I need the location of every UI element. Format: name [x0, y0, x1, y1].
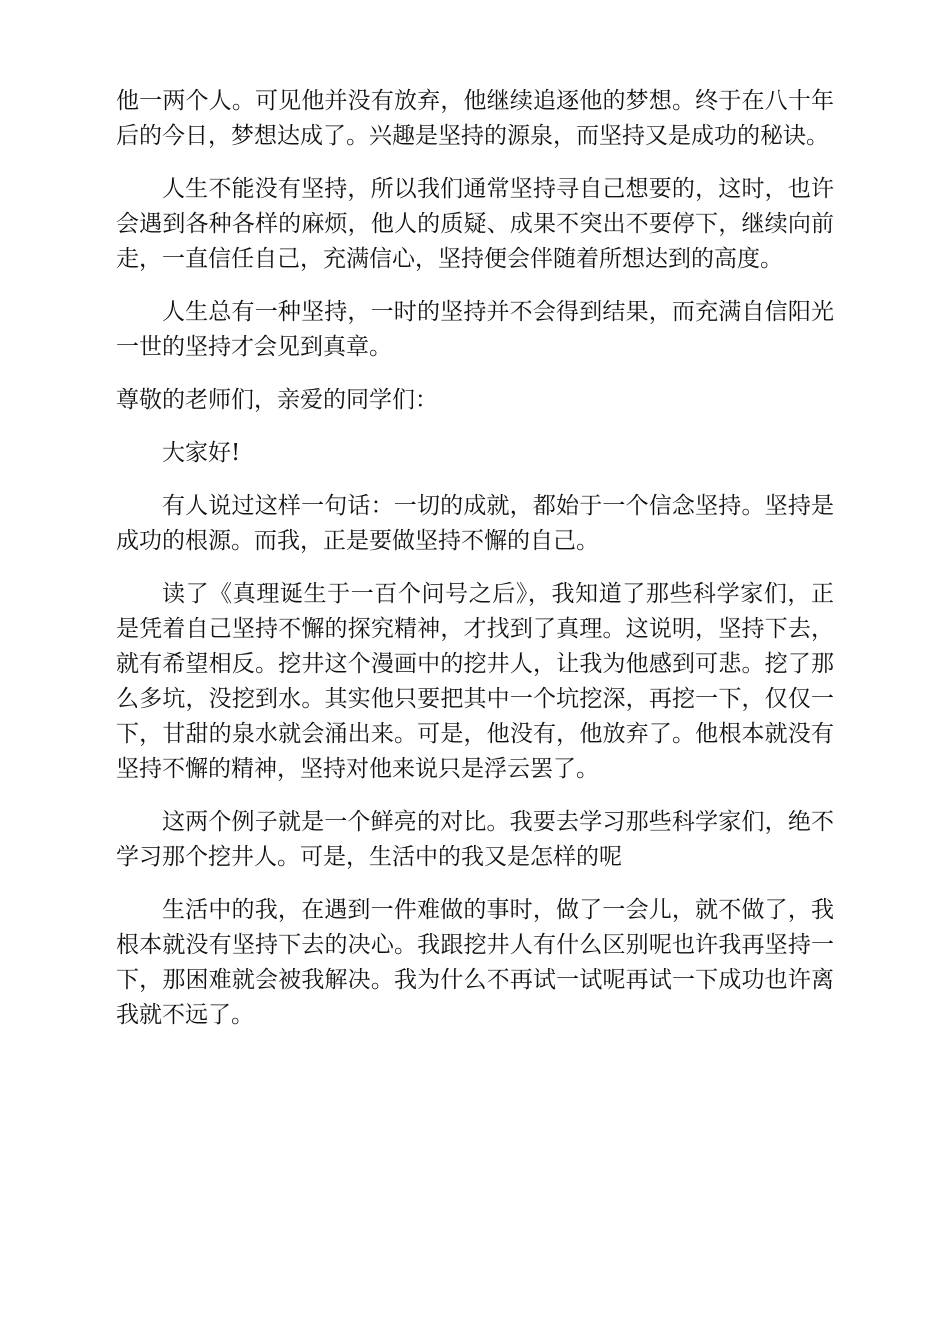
document-page	[116, 84, 834, 1051]
paragraph-1: 他一两个人。可见他并没有放弃，他继续追逐他的梦想。终于在八十年后的今日，梦想达成了。兴趣是坚持的源泉，而坚持又是成功的秘诀。	[116, 88, 834, 149]
greeting: 大家好!	[162, 440, 241, 466]
paragraph-2: 人生不能没有坚持，所以我们通常坚持寻自己想要的，这时，也许会遇到各种各样的麻烦，他人的质疑、成果不突出不要停下，继续向前走，一直信任自己，充满信心，坚持便会伴随着所想达到的高度。	[116, 176, 834, 272]
paragraph-3: 人生总有一种坚持，一时的坚持并不会得到结果，而充满自信阳光一世的坚持才会见到真章。	[116, 299, 834, 360]
paragraph-7: 读了《真理诞生于一百个问号之后》，我知道了那些科学家们，正是凭着自己坚持不懈的探究精神，才找到了真理。这说明，坚持下去，就有希望相反。挖井这个漫画中的挖井人，让我为他感到可悲。挖了那么多坑，没挖到水。其实他只要把其中一个坑挖深，再挖一下，仅仅一下，甘甜的泉水就会涌出来。可是，他没有，他放弃了。他根本就没有坚持不懈的精神，坚持对他来说只是浮云罢了。	[116, 581, 834, 782]
salutation: 尊敬的老师们，亲爱的同学们：	[116, 387, 438, 413]
paragraph-8: 这两个例子就是一个鲜亮的对比。我要去学习那些科学家们，绝不学习那个挖井人。可是，生活中的我又是怎样的呢	[116, 809, 834, 870]
paragraph-9: 生活中的我，在遇到一件难做的事时，做了一会儿，就不做了，我根本就没有坚持下去的决心。我跟挖井人有什么区别呢也许我再坚持一下，那困难就会被我解决。我为什么不再试一试呢再试一下成功也许离我就不远了。	[116, 897, 834, 1028]
paragraph-6: 有人说过这样一句话：一切的成就，都始于一个信念坚持。坚持是成功的根源。而我，正是要做坚持不懈的自己。	[116, 493, 834, 554]
